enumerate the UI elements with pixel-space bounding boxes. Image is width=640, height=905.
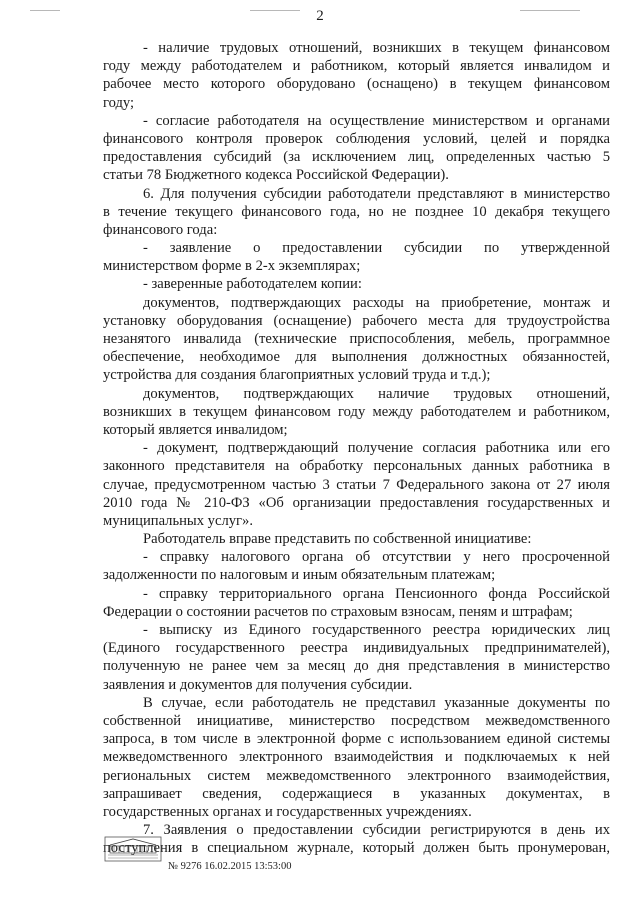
text-line: полученную не ранее чем за месяц до дня представления в министерство [103, 658, 610, 675]
text-line: задолженности по налоговым и иным обязательным платежам; [103, 567, 496, 584]
text-line: запрашивает сведения, содержащиеся в указанных документах, в [103, 785, 610, 802]
text-line: рабочее место которого оборудовано (оснащено) в текущем финансовом [103, 76, 610, 93]
text-line: случае, предусмотренном частью 3 статьи 7 Федерального закона от 27 июля [103, 476, 610, 493]
text-line: устройства для создания благоприятных условий труда и т.д.); [103, 367, 491, 384]
text-line: Федерации о состоянии расчетов по страховым взносам, пеням и штрафам; [103, 603, 573, 620]
text-line: незанятого инвалида (технические приспособления, мебель, программное [103, 331, 610, 347]
text-line: заявления и документов для получения субсидии. [103, 676, 413, 693]
page-number: 2 [316, 8, 324, 24]
text-line: 6. Для получения субсидии работодатели представляют в министерство [143, 185, 610, 202]
text-line: - выписку из Единого государственного реестра юридических лиц [143, 622, 610, 638]
text-line: - справку территориального органа Пенсионного фонда Российской [143, 585, 610, 602]
text-line: документов, подтверждающих расходы на приобретение, монтаж и [143, 294, 610, 311]
text-line: установку оборудования (оснащение) рабочего места для трудоустройства [103, 312, 610, 329]
text-line: году между работодателем и работником, который является инвалидом и [103, 58, 610, 75]
text-line: Работодатель вправе представить по собственной инициативе: [143, 531, 532, 548]
text-line: - заявление о предоставлении субсидии по утвержденной [143, 240, 610, 257]
text-line: в течение текущего финансового года, но не позднее 10 декабря текущего [103, 203, 610, 220]
text-line: обеспечение, необходимое для выполнения должностных обязанностей, [103, 349, 610, 366]
text-line: предоставления субсидий (за исключением лиц, определенных частью 5 [103, 149, 610, 166]
text-line: государственных органах и государственных учреждениях. [103, 803, 472, 820]
text-line: - справку налогового органа об отсутствии у него просроченной [143, 549, 610, 566]
text-line: муниципальных услуг». [103, 512, 253, 529]
document-body [103, 39, 610, 857]
text-line: возникших в текущем финансовом году между работодателем и работником, [103, 403, 610, 420]
registration-stamp: № 9276 16.02.2015 13:53:00 [168, 861, 292, 872]
text-line: региональных систем межведомственного электронного взаимодействия, [103, 767, 610, 784]
text-line: году; [103, 94, 135, 111]
institution-logo-icon [104, 836, 162, 862]
text-line: 7. Заявления о предоставлении субсидии регистрируются в день их [143, 822, 610, 839]
text-line: министерством форме в 2-х экземплярах; [103, 258, 361, 275]
text-line: статьи 78 Бюджетного кодекса Российской Федерации). [103, 167, 449, 184]
text-line: финансового года: [103, 221, 218, 238]
text-line: межведомственного электронного взаимодействия и подключаемых к ней [103, 749, 610, 766]
text-line: собственной инициативе, министерство посредством межведомственного [103, 712, 610, 729]
text-line: - документ, подтверждающий получение согласия работника или его [143, 440, 610, 457]
text-line: (Единого государственного реестра индивидуальных предпринимателей), [103, 640, 610, 657]
text-line: запроса, в том числе в электронной форме с использованием единой системы [103, 731, 610, 748]
text-line: - заверенные работодателем копии: [143, 276, 362, 293]
text-line: В случае, если работодатель не представил указанные документы по [143, 694, 610, 711]
text-line: законного представителя на обработку персональных данных работника в [103, 458, 610, 475]
text-line: документов, подтверждающих наличие трудовых отношений, [143, 385, 610, 402]
text-line: финансового контроля проверок соблюдения условий, целей и порядка [103, 130, 610, 147]
text-line: 2010 года № 210-ФЗ «Об организации предоставления государственных и [103, 494, 610, 511]
text-line: - наличие трудовых отношений, возникших в текущем финансовом [143, 40, 610, 56]
text-line: - согласие работодателя на осуществление министерством и органами [143, 112, 610, 129]
text-line: который является инвалидом; [103, 421, 288, 438]
text-line: поступления в специальном журнале, который должен быть пронумерован, [103, 840, 610, 857]
